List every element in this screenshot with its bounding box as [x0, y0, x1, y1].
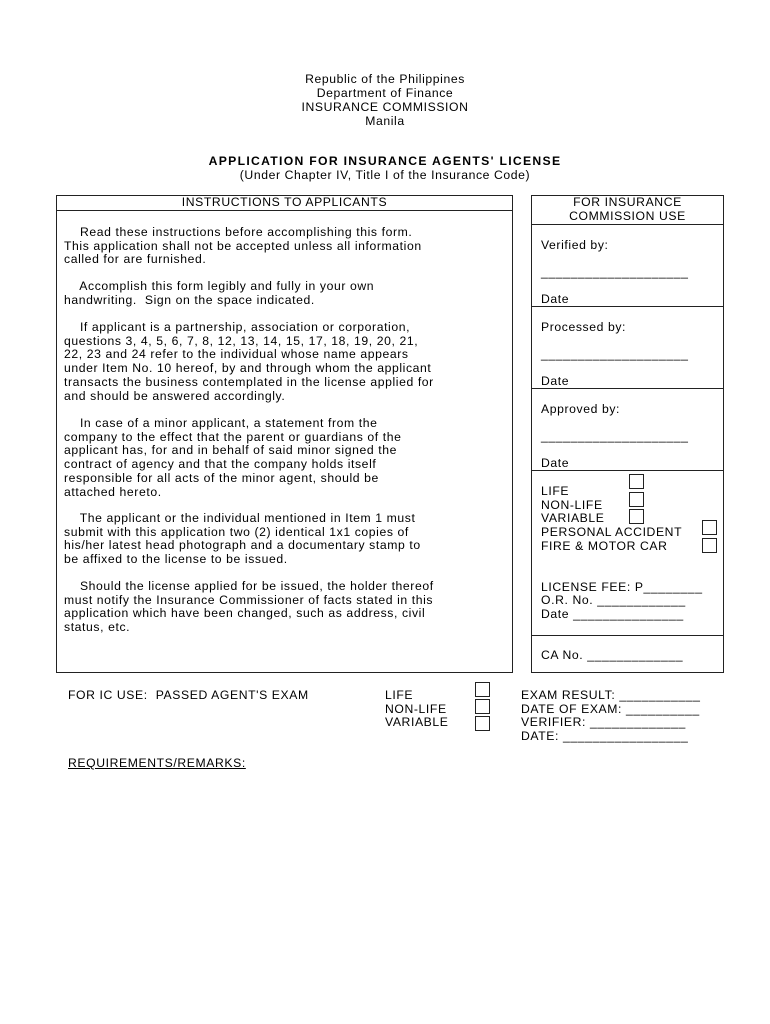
- verified-by-line[interactable]: ____________________: [541, 265, 689, 279]
- life-checkbox[interactable]: [629, 474, 644, 489]
- instruction-paragraph-2: Accomplish this form legibly and fully in your own handwriting. Sign on the space indicated.: [64, 279, 375, 307]
- ic-use-divider-2: [531, 306, 724, 307]
- processed-by-label: Processed by:: [541, 320, 627, 334]
- processed-by-line[interactable]: ____________________: [541, 347, 689, 361]
- instruction-paragraph-3: If applicant is a partnership, association or corporation, questions 3, 4, 5, 6, 7, 8, 12, 13, 14, 15, 17, 18, 19, 20, 21, 22, 23 and 24 refer to the individual whose name appears under Item No. 10 hereof, by and through whom the applicant transacts the business contemplated in the license applied for and should be answered accordingly.: [64, 320, 434, 403]
- exam-life-checkbox[interactable]: [475, 682, 490, 697]
- header-city: Manila: [365, 114, 405, 128]
- exam-date-field[interactable]: DATE: _________________: [521, 729, 689, 743]
- instruction-paragraph-5: The applicant or the individual mentioned in Item 1 must submit with this application two (2) identical 1x1 copies of his/her latest head photograph and a documentary stamp to be affixed to the license to be issued.: [64, 511, 421, 567]
- license-date-field[interactable]: Date _______________: [541, 607, 684, 621]
- fire-motor-checkbox[interactable]: [702, 538, 717, 553]
- ca-number-field[interactable]: CA No. _____________: [541, 648, 684, 662]
- verifier-field[interactable]: VERIFIER: _____________: [521, 715, 686, 729]
- instructions-heading: INSTRUCTIONS TO APPLICANTS: [181, 195, 388, 209]
- exam-result-field[interactable]: EXAM RESULT: ___________: [521, 688, 701, 702]
- exam-nonlife-label: NON-LIFE: [385, 702, 447, 716]
- passed-exam-label: FOR IC USE: PASSED AGENT'S EXAM: [68, 688, 309, 702]
- exam-variable-label: VARIABLE: [385, 715, 449, 729]
- approved-by-label: Approved by:: [541, 402, 621, 416]
- requirements-remarks-label: REQUIREMENTS/REMARKS:: [68, 756, 246, 770]
- ic-use-divider-5: [531, 635, 724, 636]
- processed-date-label: Date: [541, 374, 570, 388]
- header-commission: INSURANCE COMMISSION: [301, 100, 469, 114]
- verified-by-label: Verified by:: [541, 238, 609, 252]
- approved-date-label: Date: [541, 456, 570, 470]
- ic-use-divider-1: [531, 224, 724, 225]
- line-nonlife-label: NON-LIFE: [541, 498, 603, 512]
- variable-checkbox[interactable]: [629, 509, 644, 524]
- license-fee-field[interactable]: LICENSE FEE: P________: [541, 580, 703, 594]
- approved-by-line[interactable]: ____________________: [541, 429, 689, 443]
- date-of-exam-field[interactable]: DATE OF EXAM: __________: [521, 702, 700, 716]
- form-title: APPLICATION FOR INSURANCE AGENTS' LICENSE: [208, 154, 562, 168]
- line-variable-label: VARIABLE: [541, 511, 605, 525]
- ic-use-heading-2: COMMISSION USE: [569, 209, 686, 223]
- line-life-label: LIFE: [541, 484, 570, 498]
- ic-use-divider-4: [531, 470, 724, 471]
- or-number-field[interactable]: O.R. No. ____________: [541, 593, 686, 607]
- instructions-divider: [56, 210, 513, 211]
- nonlife-checkbox[interactable]: [629, 492, 644, 507]
- ic-use-divider-3: [531, 388, 724, 389]
- header-republic: Republic of the Philippines: [305, 72, 465, 86]
- instruction-paragraph-6: Should the license applied for be issued, the holder thereof must notify the Insurance Commissioner of facts stated in this application which have been changed, such as address, civil status, etc.: [64, 579, 434, 635]
- form-subtitle: (Under Chapter IV, Title I of the Insurance Code): [239, 168, 531, 182]
- line-personal-accident-label: PERSONAL ACCIDENT: [541, 525, 683, 539]
- exam-life-label: LIFE: [385, 688, 414, 702]
- verified-date-label: Date: [541, 292, 570, 306]
- ic-use-heading-1: FOR INSURANCE: [573, 195, 682, 209]
- instruction-paragraph-1: Read these instructions before accomplishing this form. This application shall not be accepted unless all information called for are furnished.: [64, 225, 422, 267]
- personal-accident-checkbox[interactable]: [702, 520, 717, 535]
- line-fire-motor-label: FIRE & MOTOR CAR: [541, 539, 668, 553]
- exam-variable-checkbox[interactable]: [475, 716, 490, 731]
- instruction-paragraph-4: In case of a minor applicant, a statement from the company to the effect that the parent or guardians of the applicant has, for and in behalf of said minor signed the contract of agency and that the company holds itself responsible for all acts of the minor agent, should be attached hereto.: [64, 416, 402, 499]
- header-department: Department of Finance: [316, 86, 454, 100]
- exam-nonlife-checkbox[interactable]: [475, 699, 490, 714]
